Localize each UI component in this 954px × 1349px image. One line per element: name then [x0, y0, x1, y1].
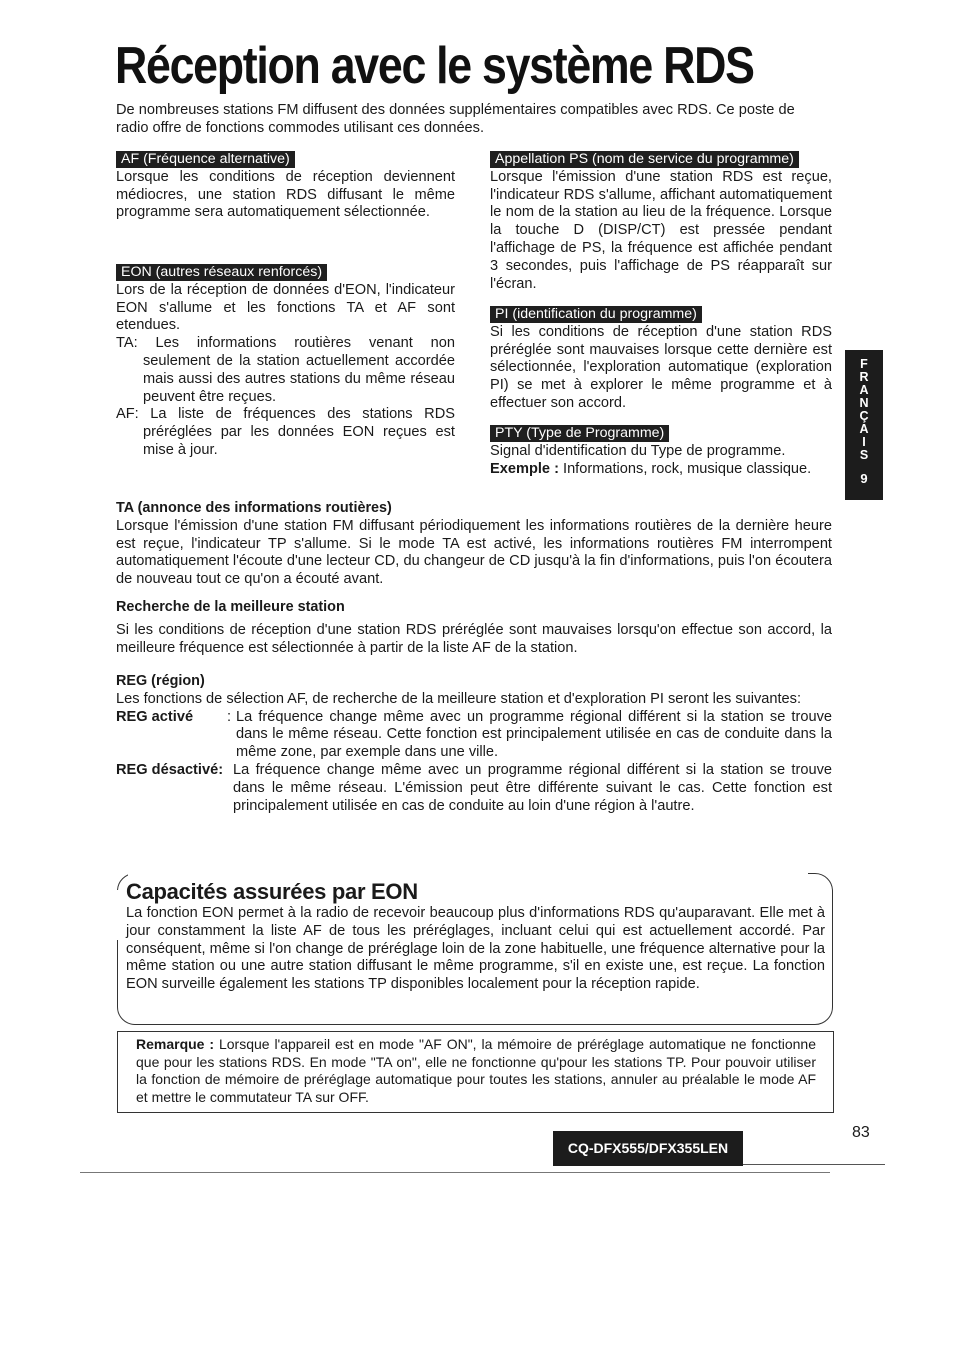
eon-af-item: AF: La liste de fréquences des stations RDS préréglées par les données EON reçues est mise à jour. [116, 406, 455, 458]
eon-text: Lors de la réception de données d'EON, l'indicateur EON s'allume et les fonctions TA et AF sont etendues. [116, 281, 455, 334]
ps-heading: Appellation PS (nom de service du programme) [490, 151, 799, 168]
af-text: Lorsque les conditions de réception deviennent médiocres, une station RDS diffusant le même programme sera automatiquement sélectionnée. [116, 168, 455, 221]
side-tab-letter: F [860, 357, 868, 371]
intro-paragraph: De nombreuses stations FM diffusent des données supplémentaires compatibles avec RDS. Ce poste de radio offre de fonctions commodes utilisant ces données. [116, 102, 795, 136]
reg-section [116, 673, 832, 815]
side-tab-letter: N [859, 396, 869, 410]
side-tab-letter: A [859, 422, 869, 436]
note-body: Lorsque l'appareil est en mode "AF ON", la mémoire de préréglage automatique ne fonctionne que pour les stations RDS. En mode "TA on", elle ne fonctionne qu'pour les stations TP. Pour pouvoir utiliser la fonction de mémoire de préréglage automatique pour toutes les stations, annuler au préalable le mode AF et mettre le commutateur TA sur OFF. [136, 1036, 816, 1105]
ta-heading: TA (annonce des informations routières) [116, 500, 392, 516]
side-tab-letter: I [862, 435, 866, 449]
footer-rule-right [743, 1164, 885, 1165]
eon-ta-item: TA: Les informations routières venant non seulement de la station actuellement accordée mais aussi des autres stations du même réseau peuvent être reçues. [116, 335, 455, 405]
eon-capabilities-text: La fonction EON permet à la radio de recevoir beaucoup plus d'informations RDS qu'auparavant. Elle met à jour constamment la liste AF de tous les préréglages, incluant celui qui est actuellement accordé. Par conséquent, même si l'on change de préréglage loin de la zone habituelle, une fréquence alternative pour la même station ou une autre station diffusant le même programme, s'il en existe une, est reçue. La fonction EON surveille également les stations TP disponibles localement pour la réception rapide. [126, 905, 825, 993]
pty-example-text: Informations, rock, musique classique. [563, 460, 812, 477]
page-number: 83 [852, 1124, 870, 1141]
reg-off-text: La fréquence change même avec un programme régional différent si la station se trouve dans le même réseau. L'émission peut être différente suivant le cas. Cette fonction est principalement utilisée en cas de conduite au loin d'une région à l'autre. [233, 761, 832, 814]
page-title: Réception avec le système RDS [115, 37, 754, 95]
note-text [136, 1036, 816, 1106]
pty-heading: PTY (Type de Programme) [490, 425, 669, 442]
box-top-gap [128, 870, 808, 876]
side-tab-letter: A [859, 383, 869, 397]
reg-on-item [116, 709, 832, 762]
pty-section [490, 425, 832, 478]
eon-capabilities-heading: Capacités assurées par EON [126, 879, 418, 904]
ta-text: Lorsque l'émission d'une station FM diffusant périodiquement les informations routières de la dernière heure est reçue, l'indicateur TP s'allume. Si le mode TA est activé, les informations routières FM interrompent automatiquement l'écoute d'une lecteur CD, du changeur de CD jusqu'à la fin d'informations, puis l'on écoutera de nouveau tout ce qu'on a écouté avant. [116, 517, 832, 588]
eon-heading: EON (autres réseaux renforcés) [116, 264, 327, 281]
reg-heading: REG (région) [116, 673, 205, 689]
af-heading: AF (Fréquence alternative) [116, 151, 295, 168]
best-station-heading: Recherche de la meilleure station [116, 599, 345, 615]
reg-on-text: La fréquence change même avec un programme régional différent si la station se trouve dans le même réseau. Cette fonction est principalement utilisée en cas de conduite dans la même zone, par exemple dans une ville. [236, 708, 832, 761]
footer-rule-bottom [80, 1172, 830, 1173]
eon-section [116, 264, 455, 460]
ps-section [490, 151, 832, 293]
pi-text: Si les conditions de réception d'une station RDS préréglée sont mauvaises lorsque cette dernière est sélectionnée, l'exploration automatique (exploration PI) se met à explorer le même programme et à effectuer son accord. [490, 323, 832, 411]
note-label: Remarque : [136, 1036, 215, 1052]
model-label: CQ-DFX555/DFX355LEN [553, 1131, 743, 1166]
pty-example [490, 461, 832, 479]
ta-section [116, 500, 832, 589]
side-tab-letter: S [859, 448, 869, 462]
box-left-gap [114, 890, 120, 940]
pi-section [490, 306, 832, 413]
reg-off-label: REG désactivé: [116, 761, 224, 778]
best-station-text: Si les conditions de réception d'une station RDS préréglée sont mauvaises lorsqu'on effectue son accord, la meilleure fréquence est sélectionnée à partir de la liste AF de la station. [116, 621, 832, 656]
side-tab-number: 9 [860, 471, 868, 486]
ps-text: Lorsque l'émission d'une station RDS est reçue, l'indicateur RDS s'allume, affichant automatiquement le nom de la station au lieu de la fréquence. Lorsque la touche D (DISP/CT) est pressée pendant l'affichage de PS, la fréquence est affichée pendant 3 secondes, puis l'affichage de PS réapparaît sur l'écran. [490, 168, 832, 292]
af-section [116, 151, 455, 222]
side-tab-letter: R [859, 370, 869, 384]
side-tab-letter: Ç [859, 409, 869, 423]
pty-example-label: Exemple : [490, 460, 559, 477]
language-side-tab [845, 350, 883, 500]
reg-on-label: REG activé [116, 708, 194, 725]
pty-text: Signal d'identification du Type de programme. [490, 442, 786, 459]
pi-heading: PI (identification du programme) [490, 306, 702, 323]
reg-off-item [116, 762, 832, 815]
reg-text: Les fonctions de sélection AF, de recherche de la meilleure station et d'exploration PI seront les suivantes: [116, 690, 802, 707]
reg-on-colon: : [227, 708, 232, 725]
best-station-section [116, 599, 832, 657]
